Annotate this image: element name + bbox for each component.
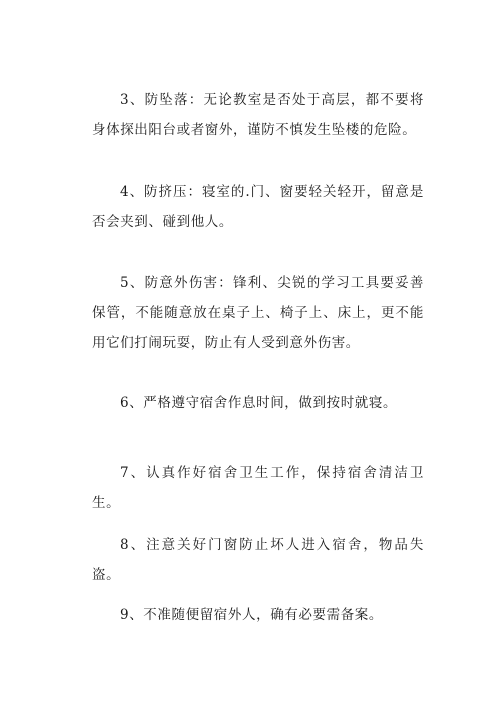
paragraph-3: 3、防坠落：无论教室是否处于高层，都不要将身体探出阳台或者窗外，谨防不慎发生坠楼的危险。 — [92, 92, 424, 138]
paragraph-5: 5、防意外伤害：锋利、尖锐的学习工具要妥善保管，不能随意放在桌子上、椅子上、床上，更不能用它们打闹玩耍，防止有人受到意外伤害。 — [92, 275, 424, 351]
paragraph-7: 7、认真作好宿舍卫生工作，保持宿舍清洁卫生。 — [92, 465, 424, 511]
paragraph-6: 6、严格遵守宿舍作息时间，做到按时就寝。 — [120, 395, 398, 411]
paragraph-9: 9、不准随便留宿外人，确有必要需备案。 — [120, 607, 383, 623]
paragraph-4: 4、防挤压：寝室的.门、窗要轻关轻开，留意是否会夹到、碰到他人。 — [92, 184, 424, 230]
paragraph-8: 8、注意关好门窗防止坏人进入宿舍，物品失盗。 — [92, 537, 424, 583]
